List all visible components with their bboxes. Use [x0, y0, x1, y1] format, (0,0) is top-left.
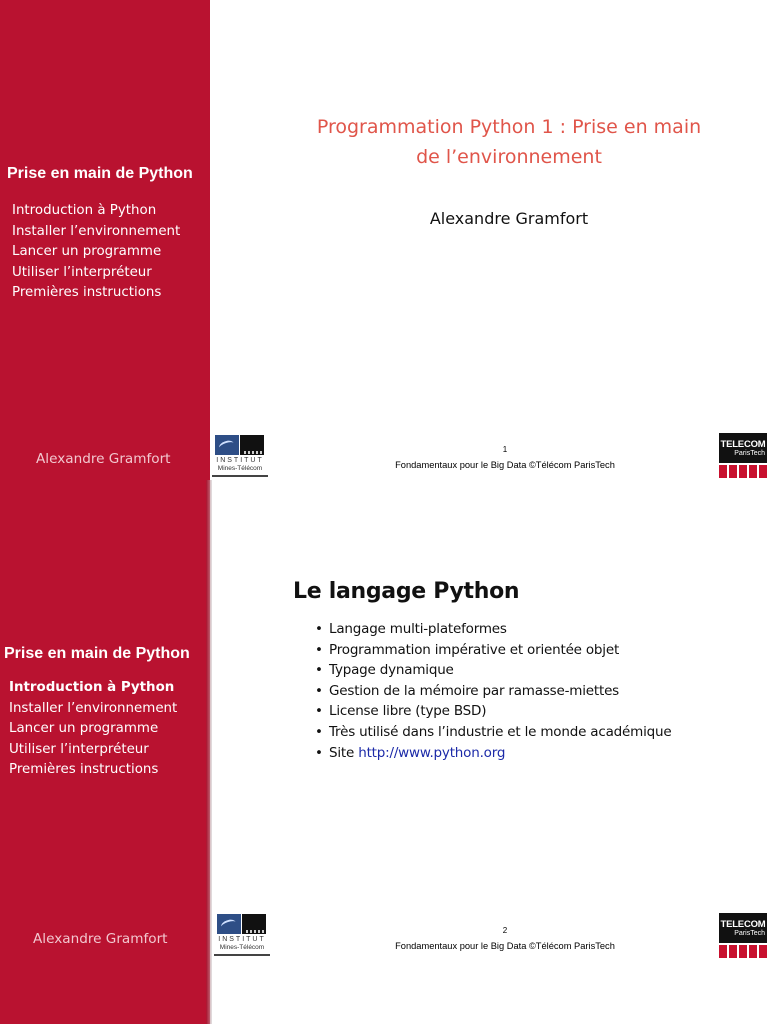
bullet-icon: • — [315, 621, 323, 637]
python-site-link[interactable]: http://www.python.org — [358, 744, 506, 761]
sidebar-item-lancer[interactable]: Lancer un programme — [9, 721, 159, 736]
slide-title-line-2: de l’environnement — [416, 146, 602, 168]
bullet-item: • Programmation impérative et orientée objet — [314, 640, 671, 661]
bullet-item: • Typage dynamique — [314, 660, 671, 681]
bullet-icon: • — [315, 641, 323, 658]
sidebar-item-lancer[interactable]: Lancer un programme — [12, 244, 162, 259]
page-number: 1 — [502, 445, 508, 454]
sidebar-title: Prise en main de Python — [4, 645, 190, 662]
slide-1 — [0, 0, 768, 480]
slide-footer: Fondamentaux pour le Big Data ©Télécom ParisTech — [395, 941, 615, 951]
sidebar-item-interpreteur[interactable]: Utiliser l’interpréteur — [9, 741, 149, 757]
sidebar-item-interpreteur[interactable]: Utiliser l’interpréteur — [12, 264, 152, 280]
slide-author: Alexandre Gramfort — [429, 209, 589, 228]
slide-footer: Fondamentaux pour le Big Data ©Télécom ParisTech — [395, 460, 615, 470]
page-number: 2 — [502, 926, 508, 935]
slide-title-line-1: Programmation Python 1 : Prise en main — [316, 116, 702, 138]
bullet-item: • Langage multi-plateformes — [314, 619, 671, 640]
bullet-list — [314, 619, 671, 763]
bullet-icon: • — [315, 703, 323, 720]
sidebar-nav — [9, 678, 177, 781]
sidebar-item-installer[interactable]: Installer l’environnement — [9, 700, 178, 716]
bullet-item-site: • Site http://www.python.org — [314, 743, 671, 764]
institut-mines-telecom-logo: INSTITUT Mines-Télécom — [212, 435, 268, 479]
sidebar-item-premieres[interactable]: Premières instructions — [12, 285, 162, 300]
slide-2 — [0, 480, 768, 1024]
bullet-item: • Très utilisé dans l’industrie et le monde académique — [314, 722, 671, 743]
sidebar-nav — [12, 201, 180, 304]
sidebar-item-installer[interactable]: Installer l’environnement — [12, 223, 181, 239]
bullet-icon: • — [315, 682, 323, 699]
sidebar-title: Prise en main de Python — [7, 165, 193, 182]
institut-mines-telecom-logo: INSTITUT Mines-Télécom — [214, 914, 270, 958]
bullet-icon: • — [315, 744, 323, 761]
sidebar-item-premieres[interactable]: Premières instructions — [9, 762, 159, 777]
sidebar-item-introduction[interactable]: Introduction à Python — [9, 680, 175, 695]
sidebar-item-introduction[interactable]: Introduction à Python — [12, 203, 157, 218]
sidebar-author: Alexandre Gramfort — [33, 931, 168, 947]
bullet-icon: • — [315, 662, 323, 679]
sidebar-author: Alexandre Gramfort — [36, 451, 171, 467]
telecom-paristech-logo: TELECOM ParisTech — [719, 433, 767, 479]
bullet-item: • License libre (type BSD) — [314, 701, 671, 722]
bullet-icon: • — [315, 723, 323, 740]
slide-title — [250, 112, 768, 172]
telecom-paristech-logo: TELECOM ParisTech — [719, 913, 767, 959]
slide-heading: Le langage Python — [293, 579, 520, 604]
bullet-item: • Gestion de la mémoire par ramasse-miettes — [314, 681, 671, 702]
